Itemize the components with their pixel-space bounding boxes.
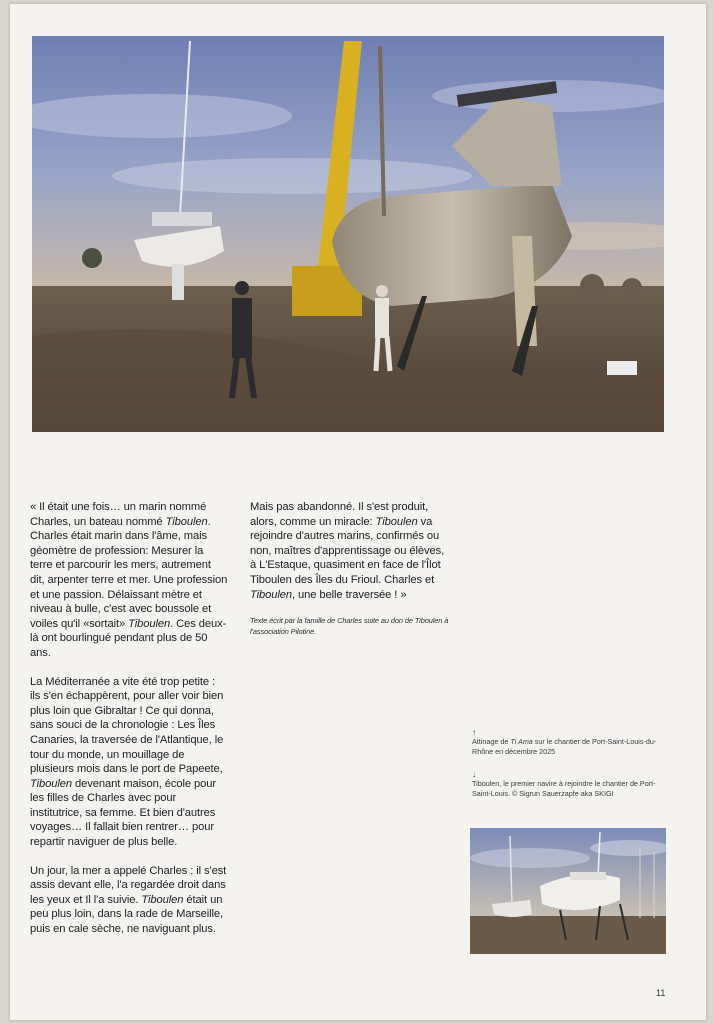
text-span: Un jour, la mer a appelé Charles : il s'est assis devant elle, l'a regardée droit dans les yeux et Il l'a suivie. (30, 864, 227, 906)
up-arrow-icon: ↑ (472, 728, 476, 737)
article-paragraph (30, 675, 228, 850)
text-span: va rejoindre d'autres marins, confirmés ou non, maîtres d'apprentissage ou élèves, à L'Estaque, quasiment en face de l'Îlot Tiboulen des Îles du Frioul. Charles et (250, 515, 445, 586)
article-column-1 (30, 500, 228, 951)
text-span: Tiboulen, le premier navire à rejoindre le chantier de Port-Saint-Louis. © Sigrun Sauerzapfe aka SKIGI (472, 778, 656, 799)
caption-small-photo (472, 770, 664, 800)
article-paragraph (30, 500, 228, 661)
boat-name: Tiboulen (141, 893, 184, 906)
text-span: devenant maison, école pour les filles de Charles avec pour institutrice, sa femme. Et bien d'autres voyages… Il fallait bien rentrer… pour repartir naviguer de plus belle. (30, 777, 217, 849)
text-span: Mais pas abandonné. Il s'est produit, alors, comme un miracle: (250, 501, 429, 528)
boat-name: Tiboulen (165, 515, 208, 528)
boat-name: Tiboulen (128, 617, 171, 630)
text-span: , une belle traversée ! » (292, 588, 407, 601)
text-span: « Il était une fois… un marin nommé Charles, un bateau nommé (30, 501, 207, 528)
article-paragraph (250, 500, 450, 602)
down-arrow-icon: ↓ (472, 769, 476, 779)
boat-name: Tiboulen (30, 777, 73, 790)
main-photo (32, 36, 664, 432)
magazine-page (10, 4, 706, 1020)
boat-name: Tiboulen (250, 588, 293, 601)
small-photo (470, 828, 666, 954)
photo-captions (472, 728, 664, 812)
text-span: La Méditerranée a vite été trop petite : ils s'en échappèrent, pour aller voir bien plus loin que Gibraltar ! Ce qui donna, sans souci de la chronologie : Les Îles Canaries, la traversée de l'Atlantique, le tour du monde, un mouillage de plusieurs mois dans le port de Papeete, (30, 675, 224, 776)
text-span: Attinage de (472, 737, 511, 746)
article-paragraph (30, 864, 228, 937)
boatyard-photo-illustration (32, 36, 664, 432)
text-span: était un peu plus loin, dans la rade de Marseille, puis en cale sèche, ne naviguant plus. (30, 893, 224, 936)
article-credit: Texte écrit par la famille de Charles suite au don de Tiboulen à l'association Pilotine. (250, 616, 449, 636)
caption-main-photo (472, 728, 664, 758)
boat-name: Ti Ama (510, 737, 533, 746)
page-number: 11 (656, 988, 666, 998)
article-column-2 (250, 500, 450, 651)
boat-name: Tiboulen (375, 515, 418, 528)
text-span: sur le chantier de Port-Saint-Louis-du-Rhône en décembre 2025 (472, 737, 657, 757)
sailboats-photo-illustration (470, 828, 666, 954)
text-span: . Charles était marin dans l'âme, mais géomètre de profession: Mesurer la terre et parcourir les mers, autrement dit, arpenter terre et mer. Une profession et une passion. Délaissant mètre et niveau à bulle, c'est avec boussole et voiles qu'il «sortait» (30, 515, 228, 630)
text-span: . Ces deux-là ont bourlingué pendant plus de 50 ans. (30, 617, 227, 659)
